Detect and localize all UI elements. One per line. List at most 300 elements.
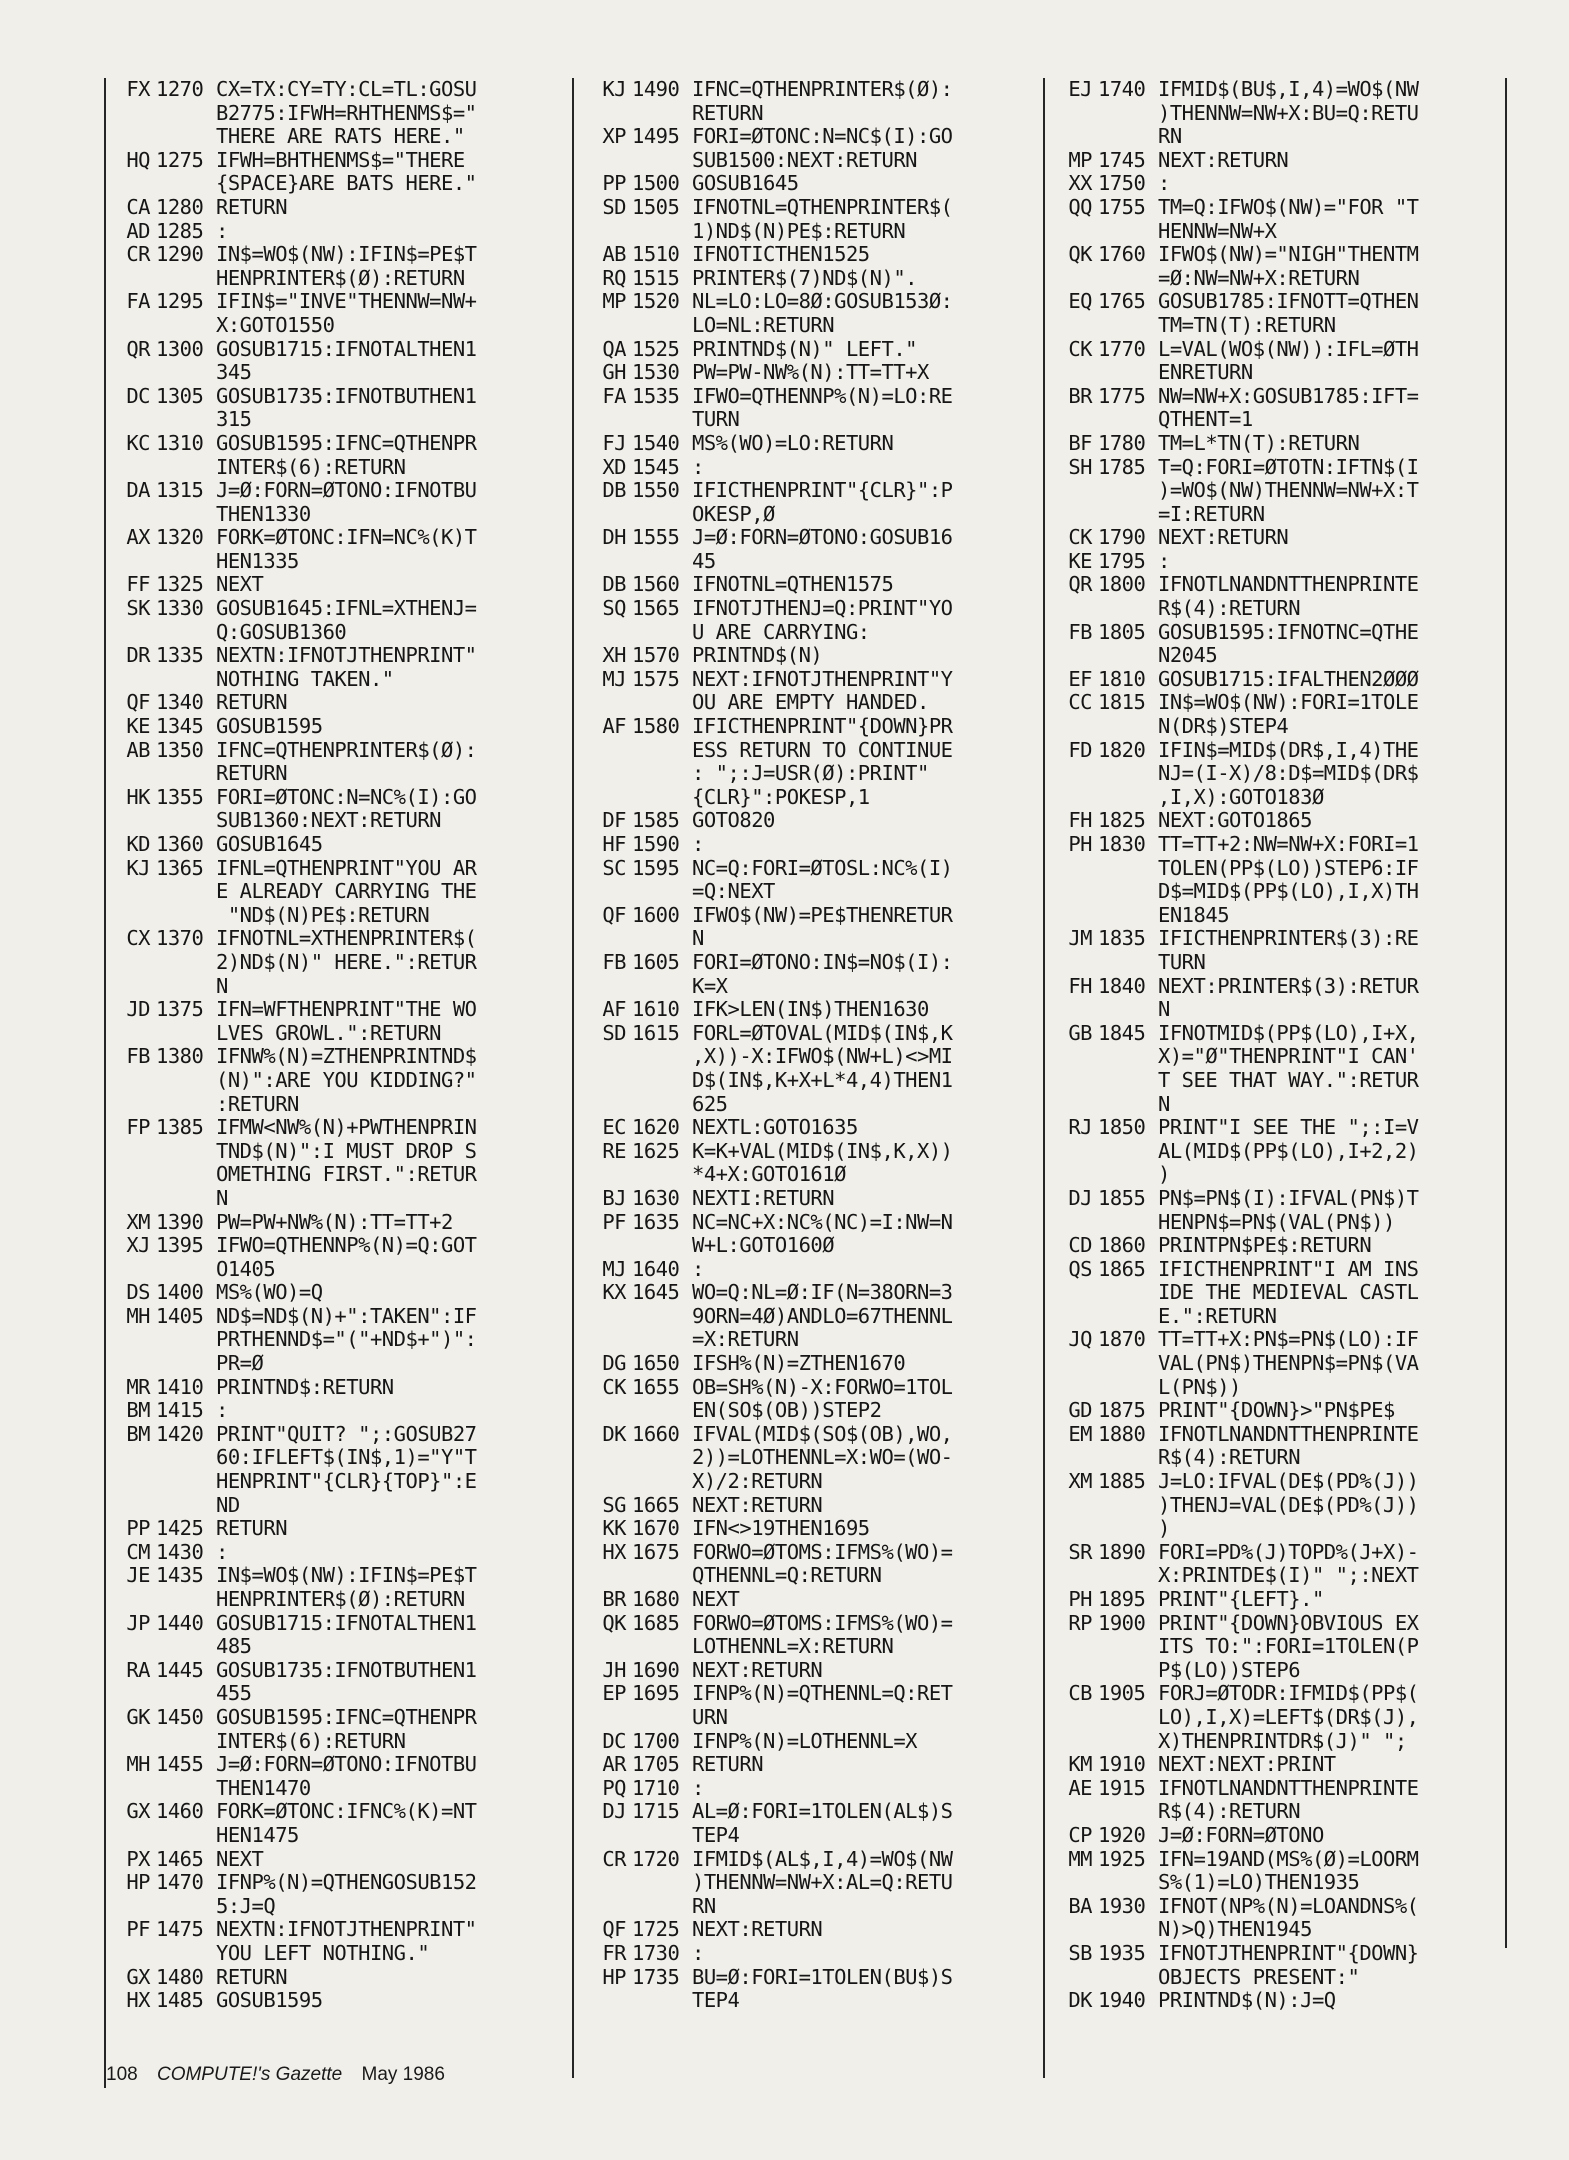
line-number: 1560 [632, 572, 680, 597]
checksum [580, 220, 632, 244]
line-number: 1925 [1098, 1846, 1146, 1871]
code-text: N)>Q)THEN1945 [1158, 1917, 1312, 1942]
checksum: FD [1068, 737, 1092, 762]
line-number: 1490 [632, 77, 680, 101]
program-line [580, 1517, 1055, 1541]
line-number: 1795 [1098, 548, 1146, 573]
checksum: QR [126, 336, 150, 361]
program-line [580, 1187, 1055, 1211]
program-line [104, 1305, 559, 1329]
program-line [1046, 1069, 1501, 1093]
code-text: RN [1158, 124, 1182, 149]
program-line [104, 338, 559, 362]
checksum [104, 668, 156, 692]
program-line [580, 1140, 1055, 1164]
line-number: 1335 [156, 643, 204, 668]
program-line [1046, 809, 1501, 833]
program-line [1046, 1163, 1501, 1187]
code-text: PW=PW-NW%(N):TT=TT+X [692, 360, 929, 385]
checksum: DA [126, 478, 150, 503]
checksum: AE [1068, 1775, 1092, 1800]
checksum [104, 1470, 156, 1494]
program-line [1046, 1682, 1501, 1706]
checksum: MH [126, 1303, 150, 1328]
line-number [632, 1706, 692, 1730]
program-line [580, 715, 1055, 739]
program-line [104, 833, 559, 857]
line-number: 1285 [156, 218, 204, 243]
checksum: QR [1068, 572, 1092, 597]
code-text: RETURN [692, 100, 764, 125]
code-text: IFNOTLNANDNTTHENPRINTE [1158, 572, 1419, 597]
program-line [104, 1800, 559, 1824]
line-number: 1455 [156, 1752, 204, 1777]
checksum [104, 503, 156, 527]
line-number [632, 149, 692, 173]
code-text: IFK>LEN(IN$)THEN1630 [692, 997, 929, 1022]
listing-column-2 [580, 78, 1055, 2013]
code-text: NEXT:RETURN [692, 1492, 823, 1517]
checksum [1046, 762, 1098, 786]
program-line [104, 1635, 559, 1659]
program-line [1046, 1800, 1501, 1824]
checksum [580, 975, 632, 999]
checksum: XX [1068, 171, 1092, 196]
checksum [104, 1093, 156, 1117]
program-line [580, 1376, 1055, 1400]
checksum: KJ [126, 855, 150, 880]
code-text: OB=SH%(N)-X:FORWO=1TOL [692, 1374, 953, 1399]
code-text: N2045 [1158, 643, 1218, 668]
program-line [104, 1989, 559, 2013]
checksum [580, 927, 632, 951]
line-number: 1740 [1098, 77, 1146, 101]
program-line [104, 857, 559, 881]
checksum [1046, 1635, 1098, 1659]
line-number: 1540 [632, 430, 680, 455]
checksum: SC [602, 855, 626, 880]
line-number [632, 1989, 692, 2013]
code-text: X:GOTO1550 [216, 312, 335, 337]
line-number: 1805 [1098, 619, 1146, 644]
program-line [1046, 550, 1501, 574]
program-line [580, 526, 1055, 550]
program-line [1046, 833, 1501, 857]
line-number: 1820 [1098, 737, 1146, 762]
code-text: IFWO$(NW)=PE$THENRETUR [692, 902, 953, 927]
program-line [580, 1753, 1055, 1777]
line-number: 1565 [632, 596, 680, 621]
code-text: J=Ø:FORN=ØTONO:IFNOTBU [216, 478, 477, 503]
checksum: GX [126, 1964, 150, 1989]
code-text: GOSUB1735:IFNOTBUTHEN1 [216, 383, 477, 408]
code-text: NEXTI:RETURN [692, 1185, 835, 1210]
program-line [580, 125, 1055, 149]
line-number [156, 621, 216, 645]
program-line [580, 998, 1055, 1022]
code-text: PRINT"{LEFT}." [1158, 1587, 1324, 1611]
line-number [1098, 503, 1158, 527]
code-text: GOSUB1785:IFNOTT=QTHEN [1158, 289, 1419, 314]
program-line [1046, 1824, 1501, 1848]
program-line [104, 621, 559, 645]
code-text: IFICTHENPRINTER$(3):RE [1158, 926, 1419, 951]
program-line [580, 644, 1055, 668]
line-number: 1665 [632, 1492, 680, 1517]
checksum: DJ [1068, 1185, 1092, 1210]
checksum [104, 172, 156, 196]
line-number: 1340 [156, 690, 204, 715]
program-line [580, 1446, 1055, 1470]
checksum: MJ [602, 666, 626, 691]
checksum: QA [602, 336, 626, 361]
line-number: 1735 [632, 1964, 680, 1989]
code-text: 485 [216, 1634, 252, 1659]
line-number [156, 1446, 216, 1470]
program-line [1046, 243, 1501, 267]
code-text: E.":RETURN [1158, 1303, 1277, 1328]
checksum [1046, 1305, 1098, 1329]
code-text: (N)":ARE YOU KIDDING?" [216, 1067, 477, 1092]
code-text: TND$(N)":I MUST DROP S [216, 1138, 477, 1163]
program-line [104, 125, 559, 149]
checksum: HP [602, 1964, 626, 1989]
line-number: 1405 [156, 1303, 204, 1328]
code-text: SUB1500:NEXT:RETURN [692, 147, 917, 172]
line-number: 1760 [1098, 242, 1146, 267]
code-text: IFN<>19THEN1695 [692, 1516, 870, 1541]
code-text: )THENNW=NW+X:AL=Q:RETU [692, 1870, 953, 1895]
line-number [1098, 1069, 1158, 1093]
code-text: 9ORN=4Ø)ANDLO=67THENNL [692, 1303, 953, 1328]
line-number: 1345 [156, 714, 204, 739]
checksum [1046, 951, 1098, 975]
program-line [104, 550, 559, 574]
checksum [580, 1045, 632, 1069]
program-line [580, 904, 1055, 928]
checksum: SK [126, 596, 150, 621]
checksum [1046, 314, 1098, 338]
code-text: HEN1475 [216, 1822, 299, 1847]
checksum [580, 1470, 632, 1494]
code-text: RETURN [216, 1964, 288, 1989]
checksum: AF [602, 714, 626, 739]
code-text: CX=TX:CY=TY:CL=TL:GOSU [216, 77, 477, 101]
program-line [104, 668, 559, 692]
checksum: DB [602, 478, 626, 503]
line-number: 1460 [156, 1799, 204, 1824]
code-text: RETURN [692, 1752, 764, 1777]
code-text: GOSUB1715:IFNOTALTHEN1 [216, 336, 477, 361]
code-text: IFN=WFTHENPRINT"THE WO [216, 997, 477, 1022]
line-number [632, 927, 692, 951]
program-line [580, 267, 1055, 291]
code-text: HENPRINTER$(Ø):RETURN [216, 1587, 465, 1611]
line-number [156, 1140, 216, 1164]
code-text: NEXTN:IFNOTJTHENPRINT" [216, 643, 477, 668]
checksum: DC [602, 1728, 626, 1753]
checksum: DF [602, 808, 626, 833]
code-text: U ARE CARRYING: [692, 619, 870, 644]
program-line [104, 243, 559, 267]
program-line [1046, 998, 1501, 1022]
checksum [1046, 1918, 1098, 1942]
code-text: FORWO=ØTOMS:IFMS%(WO)= [692, 1610, 953, 1635]
line-number [1098, 1045, 1158, 1069]
checksum [1046, 644, 1098, 668]
code-text: GOSUB1715:IFNOTALTHEN1 [216, 1610, 477, 1635]
checksum: QS [1068, 1256, 1092, 1281]
checksum: HX [126, 1988, 150, 2013]
program-line [104, 456, 559, 480]
line-number: 1790 [1098, 525, 1146, 550]
line-number [1098, 125, 1158, 149]
line-number: 1645 [632, 1280, 680, 1305]
program-line [104, 1211, 559, 1235]
program-line [104, 1871, 559, 1895]
line-number: 1450 [156, 1704, 204, 1729]
program-line [1046, 1281, 1501, 1305]
line-number: 1445 [156, 1657, 204, 1682]
code-text: IFNC=QTHENPRINTER$(Ø): [216, 737, 477, 762]
checksum [104, 904, 156, 928]
checksum: DJ [602, 1799, 626, 1824]
code-text: RN [692, 1893, 716, 1918]
checksum: MR [126, 1374, 150, 1399]
program-line [580, 1399, 1055, 1423]
code-text: L(PN$)) [1158, 1374, 1241, 1399]
code-text: 45 [692, 548, 716, 573]
program-line [1046, 668, 1501, 692]
code-text: : [216, 1539, 228, 1564]
program-line [580, 1163, 1055, 1187]
checksum: XM [126, 1209, 150, 1234]
code-text: R$(4):RETURN [1158, 1799, 1301, 1824]
program-line [580, 573, 1055, 597]
program-line [1046, 691, 1501, 715]
program-line [1046, 1140, 1501, 1164]
program-line [580, 1871, 1055, 1895]
line-number [632, 1871, 692, 1895]
code-text: =X:RETURN [692, 1327, 799, 1352]
line-number: 1690 [632, 1657, 680, 1682]
checksum: PP [126, 1516, 150, 1541]
line-number: 1420 [156, 1421, 204, 1446]
code-text: IFNP%(N)=QTHENGOSUB152 [216, 1870, 477, 1895]
program-line [1046, 951, 1501, 975]
code-text: INTER$(6):RETURN [216, 454, 406, 479]
program-line [104, 880, 559, 904]
program-line [580, 338, 1055, 362]
code-text: PRINTPN$PE$:RETURN [1158, 1233, 1372, 1258]
line-number [1098, 1140, 1158, 1164]
program-line [580, 833, 1055, 857]
checksum: MP [602, 289, 626, 314]
code-text: OKESP,Ø [692, 501, 775, 526]
code-text: HENPN$=PN$(VAL(PN$)) [1158, 1209, 1395, 1234]
program-line [580, 786, 1055, 810]
code-text: ESS RETURN TO CONTINUE [692, 737, 953, 762]
program-line [1046, 172, 1501, 196]
checksum [1046, 786, 1098, 810]
line-number [632, 220, 692, 244]
program-line [104, 1116, 559, 1140]
code-text: : ";:J=USR(Ø):PRINT" [692, 761, 929, 786]
code-text: NEXT:NEXT:PRINT [1158, 1752, 1336, 1777]
line-number [156, 172, 216, 196]
checksum: FA [126, 289, 150, 314]
program-line [580, 621, 1055, 645]
code-text: TT=TT+2:NW=NW+X:FORI=1 [1158, 832, 1419, 856]
line-number [156, 1682, 216, 1706]
code-text: LO),I,X)=LEFT$(DR$(J), [1158, 1704, 1419, 1729]
checksum: KD [126, 832, 150, 856]
code-text: PRINTND$:RETURN [216, 1374, 394, 1399]
line-number: 1355 [156, 784, 204, 809]
program-line [580, 668, 1055, 692]
program-line [1046, 762, 1501, 786]
program-line [580, 739, 1055, 763]
code-text: NEXT:RETURN [1158, 525, 1289, 550]
checksum [1046, 408, 1098, 432]
program-line [104, 1682, 559, 1706]
program-line [1046, 1777, 1501, 1801]
checksum [104, 809, 156, 833]
program-line [580, 1635, 1055, 1659]
checksum [580, 503, 632, 527]
checksum: RJ [1068, 1115, 1092, 1140]
line-number [156, 361, 216, 385]
program-line [1046, 125, 1501, 149]
line-number: 1590 [632, 832, 680, 856]
program-line [1046, 1612, 1501, 1636]
checksum: SR [1068, 1539, 1092, 1564]
checksum: AB [126, 737, 150, 762]
code-text: GOSUB1595:IFNC=QTHENPR [216, 430, 477, 455]
checksum: QQ [1068, 194, 1092, 219]
line-number [156, 809, 216, 833]
line-number [632, 550, 692, 574]
program-line [104, 573, 559, 597]
program-line [104, 1187, 559, 1211]
program-line [580, 290, 1055, 314]
program-line [580, 1824, 1055, 1848]
code-text: FORI=ØTONO:IN$=NO$(I): [692, 949, 953, 974]
code-text: TM=TN(T):RETURN [1158, 312, 1336, 337]
line-number: 1745 [1098, 147, 1146, 172]
checksum: KC [126, 430, 150, 455]
checksum: EM [1068, 1421, 1092, 1446]
program-line [104, 290, 559, 314]
checksum [104, 1163, 156, 1187]
checksum [104, 1824, 156, 1848]
program-line [104, 1258, 559, 1282]
code-text: ITS TO:":FORI=1TOLEN(P [1158, 1634, 1419, 1659]
checksum: FB [1068, 619, 1092, 644]
program-line [1046, 102, 1501, 126]
line-number [1098, 1211, 1158, 1235]
program-line [1046, 338, 1501, 362]
checksum: FR [602, 1940, 626, 1965]
program-line [580, 1093, 1055, 1117]
code-text: FORK=ØTONC:IFN=NC%(K)T [216, 525, 477, 550]
line-number [632, 1234, 692, 1258]
program-line [1046, 1399, 1501, 1423]
issue-date: May 1986 [361, 2064, 445, 2085]
code-text: 60:IFLEFT$(IN$,1)="Y"T [216, 1445, 477, 1470]
program-line [1046, 385, 1501, 409]
code-text: INTER$(6):RETURN [216, 1728, 406, 1753]
program-line [580, 172, 1055, 196]
checksum [104, 880, 156, 904]
line-number: 1670 [632, 1516, 680, 1541]
program-line [580, 456, 1055, 480]
program-line [1046, 1234, 1501, 1258]
code-text: IN$=WO$(NW):FORI=1TOLE [1158, 690, 1419, 715]
program-line [580, 503, 1055, 527]
program-line [104, 998, 559, 1022]
line-number [632, 1399, 692, 1423]
program-line [104, 1376, 559, 1400]
line-number: 1630 [632, 1185, 680, 1210]
program-line [104, 1730, 559, 1754]
program-line [580, 597, 1055, 621]
checksum [1046, 1163, 1098, 1187]
line-number: 1315 [156, 478, 204, 503]
line-number [156, 1093, 216, 1117]
line-number [156, 1588, 216, 1612]
program-line [104, 715, 559, 739]
checksum [1046, 1069, 1098, 1093]
line-number: 1485 [156, 1988, 204, 2013]
program-line [580, 1423, 1055, 1447]
line-number: 1350 [156, 737, 204, 762]
program-line [104, 1093, 559, 1117]
program-line [580, 880, 1055, 904]
line-number: 1755 [1098, 194, 1146, 219]
code-text: K=K+VAL(MID$(IN$,K,X)) [692, 1138, 953, 1163]
line-number [632, 786, 692, 810]
code-text: 2)ND$(N)" HERE.":RETUR [216, 949, 477, 974]
line-number: 1440 [156, 1610, 204, 1635]
code-text: HENPRINTER$(Ø):RETURN [216, 265, 465, 290]
program-line [1046, 1258, 1501, 1282]
code-text: WO=Q:NL=Ø:IF(N=38ORN=3 [692, 1280, 953, 1305]
line-number: 1305 [156, 383, 204, 408]
code-text: 5:J=Q [216, 1893, 276, 1918]
code-text: NEXT [692, 1587, 740, 1611]
checksum: KK [602, 1516, 626, 1541]
code-text: NEXT:RETURN [692, 1657, 823, 1682]
line-number [1098, 102, 1158, 126]
code-text: 315 [216, 407, 252, 432]
line-number [632, 691, 692, 715]
checksum: CK [1068, 336, 1092, 361]
checksum: BJ [602, 1185, 626, 1210]
page-footer [106, 2064, 459, 2086]
checksum [1046, 1517, 1098, 1541]
program-line [1046, 597, 1501, 621]
program-line [104, 644, 559, 668]
program-line [1046, 880, 1501, 904]
code-text: RETURN [216, 690, 288, 715]
code-text: ) [1158, 1516, 1170, 1541]
code-text: IFNW%(N)=ZTHENPRINTND$ [216, 1044, 477, 1069]
program-line [580, 1564, 1055, 1588]
code-text: IFMID$(AL$,I,4)=WO$(NW [692, 1846, 953, 1871]
code-text: SUB1360:NEXT:RETURN [216, 808, 441, 833]
checksum: CP [1068, 1822, 1092, 1847]
